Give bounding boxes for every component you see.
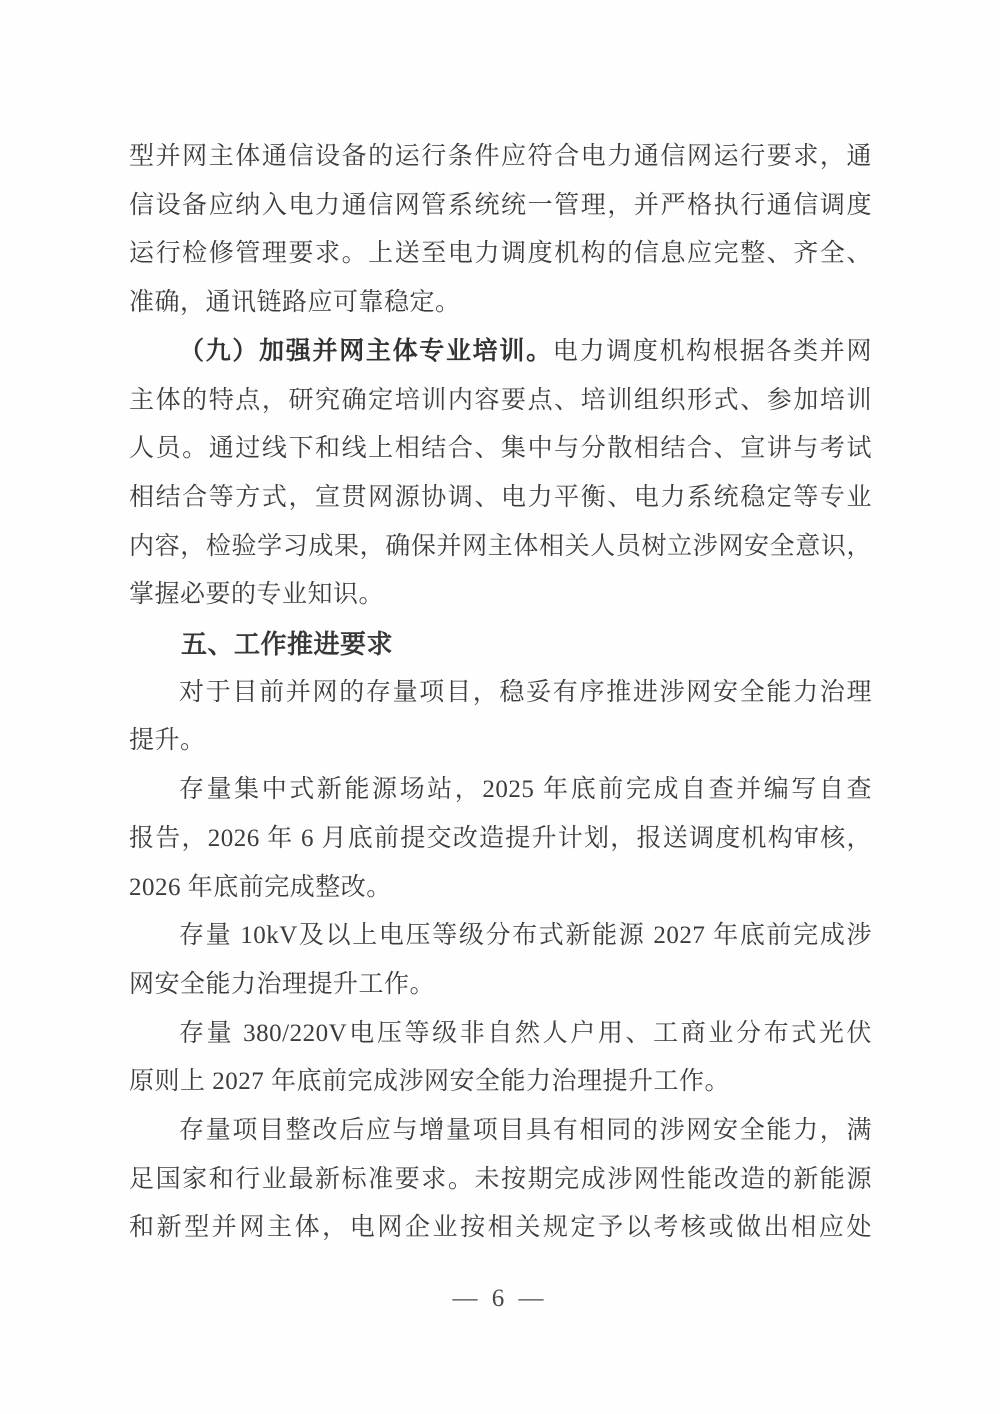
text-block — [129, 133, 872, 1253]
text-line: 运行检修管理要求。上送至电力调度机构的信息应完整、齐全、 — [129, 240, 872, 268]
text-line: 提升。 — [129, 727, 206, 755]
text-line: 准确，通讯链路应可靠稳定。 — [129, 289, 461, 317]
text-line: 报告，2026 年 6 月底前提交改造提升计划，报送调度机构审核， — [129, 824, 872, 852]
text-line: 存量项目整改后应与增量项目具有相同的涉网安全能力，满 — [179, 1117, 872, 1145]
paragraph-retrofit-assessment — [129, 1107, 872, 1253]
text-line: 原则上 2027 年底前完成涉网安全能力治理提升工作。 — [129, 1068, 731, 1096]
text-line: 存量集中式新能源场站，2025 年底前完成自查并编写自查 — [179, 776, 872, 804]
text-line: 主体的特点，研究确定培训内容要点、培训组织形式、参加培训 — [129, 386, 872, 414]
text-line: 足国家和行业最新标准要求。未按期完成涉网性能改造的新能源 — [129, 1165, 872, 1193]
clause-nine-body-start: 电力调度机构根据各类并网 — [552, 337, 872, 365]
paragraph-training — [129, 328, 872, 620]
text-line: 人员。通过线下和线上相结合、集中与分散相结合、宣讲与考试 — [129, 435, 872, 463]
paragraph-overview — [129, 669, 872, 766]
paragraph-380v-pv — [129, 1010, 872, 1107]
paragraph-communication-requirements — [129, 133, 872, 328]
section-heading-work-requirements: 五、工作推进要求 — [181, 629, 394, 660]
text-line: 存量 10kV及以上电压等级分布式新能源 2027 年底前完成涉 — [179, 922, 872, 950]
text-line: 相结合等方式，宣贯网源协调、电力平衡、电力系统稳定等专业 — [129, 483, 872, 511]
text-line: 型并网主体通信设备的运行条件应符合电力通信网运行要求，通 — [129, 143, 872, 170]
page-number: — 6 — — [452, 1285, 548, 1312]
paragraph-centralized-stations — [129, 766, 872, 912]
text-line: 和新型并网主体，电网企业按相关规定予以考核或做出相应处 — [129, 1214, 872, 1242]
text-line: 信设备应纳入电力通信网管系统统一管理，并严格执行通信调度 — [129, 191, 872, 219]
clause-nine-title: （九）加强并网主体专业培训。 — [179, 337, 553, 365]
paragraph-10kv-distributed — [129, 912, 872, 1009]
text-line: 2026 年底前完成整改。 — [129, 873, 392, 901]
text-line: 掌握必要的专业知识。 — [129, 581, 385, 609]
text-line: 内容，检验学习成果，确保并网主体相关人员树立涉网安全意识， — [129, 532, 872, 560]
text-line: 对于目前并网的存量项目，稳妥有序推进涉网安全能力治理 — [179, 678, 872, 706]
text-line: 网安全能力治理提升工作。 — [129, 970, 436, 998]
text-line — [129, 328, 872, 377]
text-line: 存量 380/220V电压等级非自然人户用、工商业分布式光伏 — [179, 1019, 872, 1047]
